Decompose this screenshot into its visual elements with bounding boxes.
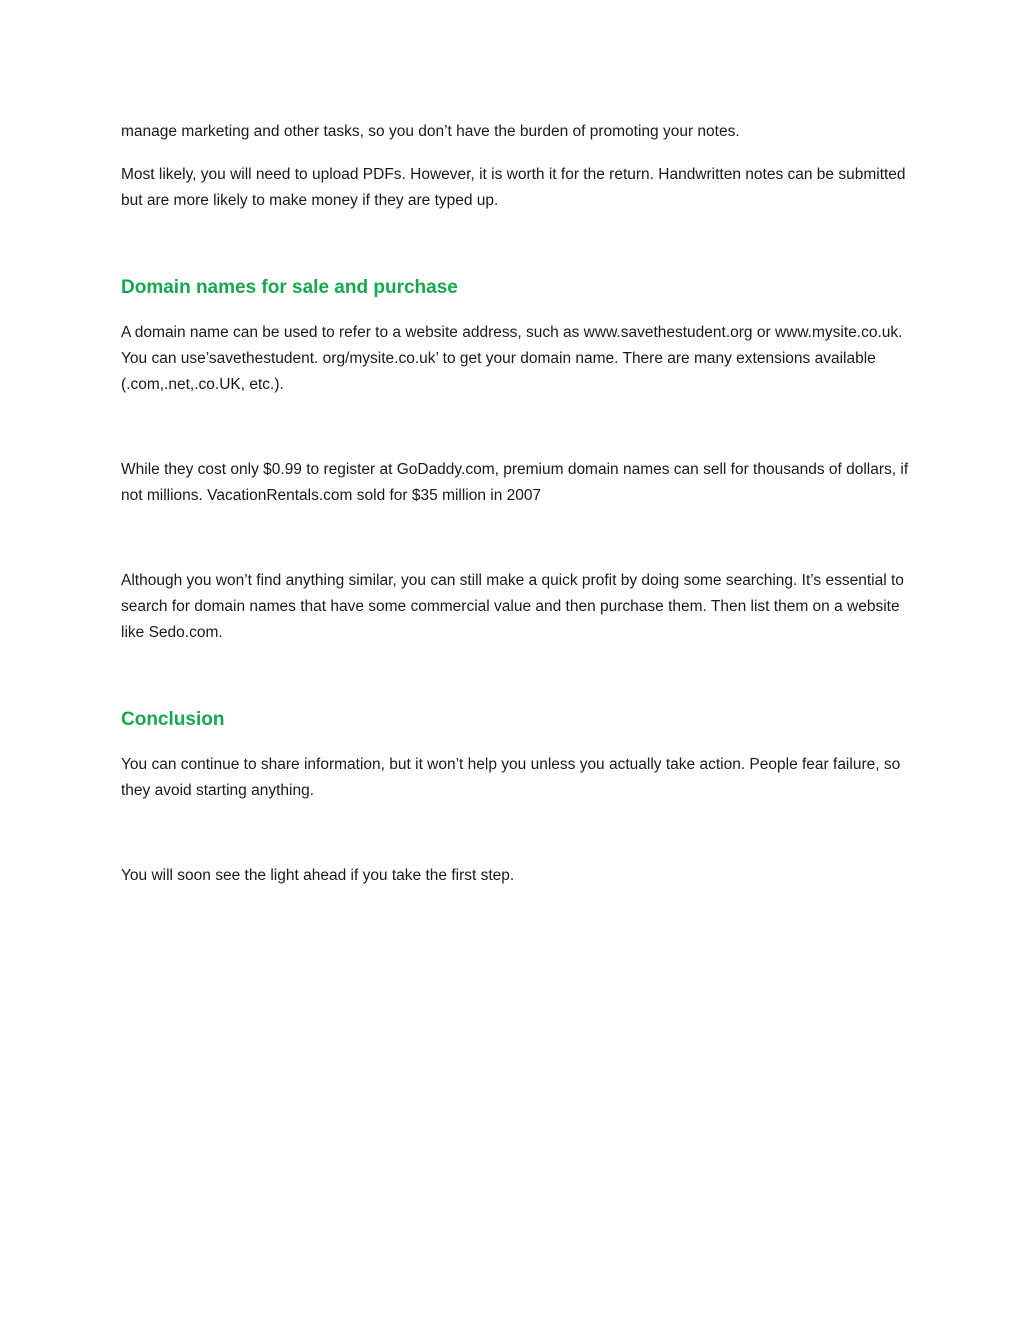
paragraph-domain-definition: A domain name can be used to refer to a website address, such as www.savethestudent.org or www.mysite.co.uk. You can use’savethestudent. org/mysite.co.uk’ to get your domain name. There are many extensions available (.com,.net,.co.UK, etc.). <box>121 324 903 393</box>
paragraph-take-action: You can continue to share information, but it won’t help you unless you actually take action. People fear failure, so they avoid starting anything. <box>121 756 901 799</box>
heading-conclusion: Conclusion <box>121 709 225 730</box>
paragraph-notes-marketing: manage marketing and other tasks, so you don’t have the burden of promoting your notes. <box>121 123 740 140</box>
paragraph-upload-pdfs: Most likely, you will need to upload PDFs. However, it is worth it for the return. Handwritten notes can be submitted but are more likely to make money if they are typed up. <box>121 166 906 209</box>
paragraph-domain-cost: While they cost only $0.99 to register at GoDaddy.com, premium domain names can sell for thousands of dollars, if not millions. VacationRentals.com sold for $35 million in 2007 <box>121 461 909 504</box>
paragraph-domain-profit: Although you won’t find anything similar, you can still make a quick profit by doing some searching. It’s essential to search for domain names that have some commercial value and then purchase them. Then list them on a website like Sedo.com. <box>121 572 904 641</box>
heading-domain-names: Domain names for sale and purchase <box>121 277 458 298</box>
paragraph-first-step: You will soon see the light ahead if you take the first step. <box>121 867 515 884</box>
